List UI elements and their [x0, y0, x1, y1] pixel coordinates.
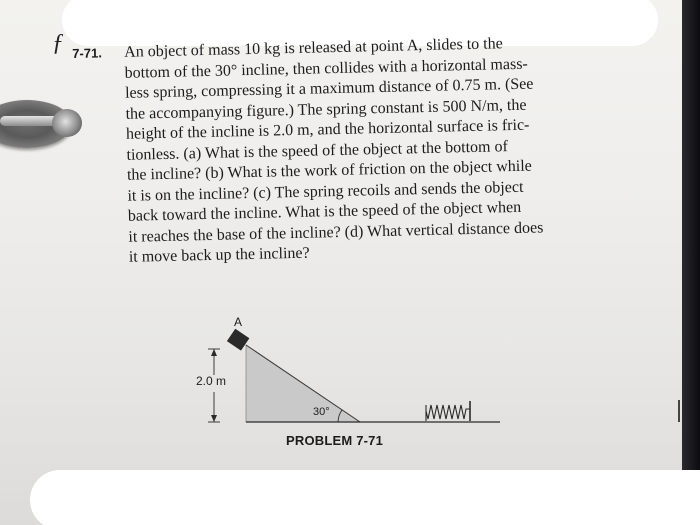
- problem-figure: [170, 305, 550, 465]
- height-arrow-down: [211, 415, 217, 422]
- problem-line: less spring, compressing it a maximum distance of 0.75 m. (See: [124, 75, 534, 102]
- problem-line: it is on the incline? (c) The spring recoils and sends the object: [127, 178, 524, 205]
- problem-text: [72, 32, 597, 269]
- height-arrow-up: [211, 349, 217, 356]
- margin-annotation: ƒ: [52, 30, 64, 56]
- spring: [426, 405, 470, 419]
- problem-line: bottom of the 30° incline, then collides with a horizontal mass-: [124, 55, 528, 82]
- point-a-label: A: [234, 315, 243, 329]
- problem-line: it reaches the base of the incline? (d) What vertical distance does: [128, 218, 544, 246]
- problem-line: height of the incline is 2.0 m, and the horizontal surface is fric-: [125, 116, 530, 143]
- redaction-bottom: [30, 470, 700, 525]
- problem-line-1: 7-71. An object of mass 10 kg is released at point A, slides to the: [72, 32, 592, 64]
- problem-line: the accompanying figure.) The spring constant is 500 N/m, the: [125, 96, 527, 123]
- problem-line: it move back up the incline?: [128, 244, 310, 266]
- edge-mark: [678, 400, 680, 422]
- angle-label: 30°: [313, 406, 330, 418]
- problem-line: the incline? (b) What is the work of friction on the object while: [126, 157, 533, 184]
- page-edge-shadow: [682, 0, 700, 525]
- problem-line: back toward the incline. What is the speed of the object when: [127, 198, 522, 225]
- figure-caption: PROBLEM 7-71: [286, 433, 384, 448]
- height-label: 2.0 m: [196, 374, 227, 388]
- problem-line: tionless. (a) What is the speed of the object at the bottom of: [126, 137, 509, 164]
- problem-number: 7-71.: [72, 45, 103, 61]
